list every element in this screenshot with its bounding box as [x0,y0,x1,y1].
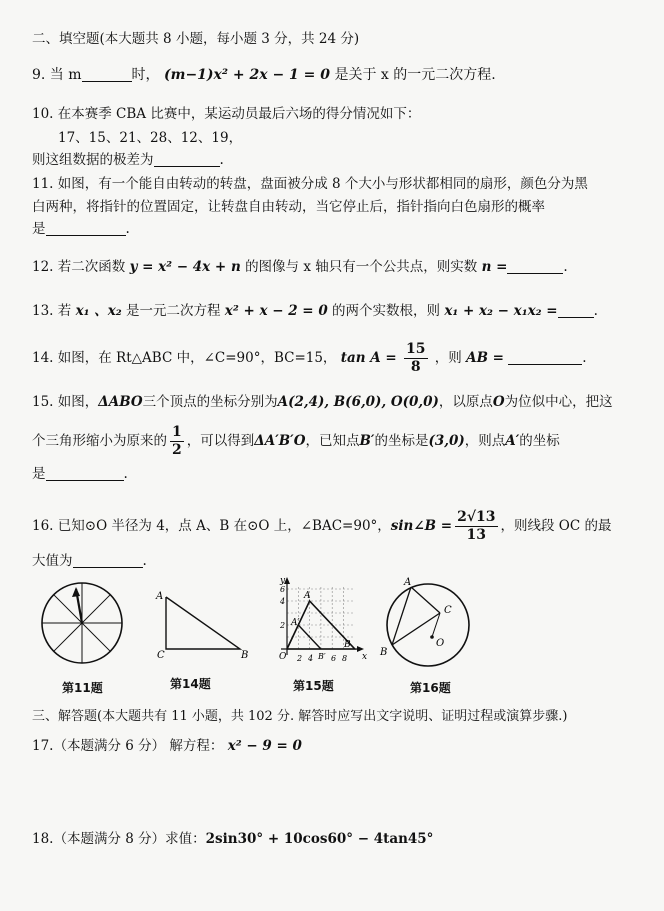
q12-function: y = x² − 4x + n [129,259,241,275]
q11-answer-blank[interactable] [46,221,126,236]
q11-line2: 白两种，将指针的位置固定，让转盘自由转动，当它停止后，指针指向白色扇形的概率 [32,199,545,215]
f16-label-B: B [380,647,388,658]
question-18: 18.（本题满分 8 分）求值：2sin30° + 10cos60° − 4tan45° [32,831,434,847]
q14-fraction: $\frac{15}{8}$ [406,341,426,375]
f14-label-A: A [156,591,164,602]
triangle-figure [155,591,248,661]
spinner-figure [42,583,122,663]
caption-fig15: 第15题 [293,679,334,693]
f15-tick-x8: 8 [342,654,348,663]
section2-header: 二、填空题(本大题共 8 小题，每小题 3 分，共 24 分) [32,31,360,47]
q9-answer-blank[interactable] [82,67,132,82]
q9-equation: (m−1)x² + 2x − 1 = 0 [164,67,331,83]
q16-fraction: $\frac{2√13}{13}$ [457,509,496,543]
question-14: 14. 如图，在 Rt△ABC 中，∠C=90°，BC=15， tan A = $\frac{15}{8}$ ，则 AB = . [32,341,587,375]
q16-answer-blank[interactable] [73,553,143,568]
q9-after-blank: 时， [131,67,160,83]
question-13: 13. 若 x₁ 、x₂ 是一元二次方程 x² + x − 2 = 0 的两个实数根，则 x₁ + x₂ − x₁x₂ = . [32,303,598,319]
f16-label-A: A [404,577,412,588]
q15-line2: 个三角形缩小为原来的 $\frac{1}{2}$ ，可以得到ΔA′B′O，已知点B′的坐标是(3,0)，则点A′的坐标 [32,424,560,458]
q11-line1: 11. 如图，有一个能自由转动的转盘，盘面被分成 8 个大小与形状都相同的扇形，颜色分为黑 [32,176,588,192]
f15-label-A: A [304,591,311,601]
f15-y-axis: y [280,576,286,586]
f16-label-C: C [444,605,452,616]
caption-fig14: 第14题 [170,677,211,691]
q13-answer-blank[interactable] [558,303,594,318]
caption-fig16: 第16题 [410,681,451,695]
coordinate-figure [279,576,367,663]
figures-row [0,575,664,675]
q9-tail: 是关于 x 的一元二次方程. [334,67,496,83]
q18-expression: 2sin30° + 10cos60° − 4tan45° [205,831,434,847]
f15-label-O: O [279,652,287,662]
q17-equation: x² − 9 = 0 [227,738,302,754]
f15-x-axis: x [362,652,368,662]
question-9 [32,66,496,84]
f15-tick-y6: 6 [280,585,286,594]
f15-label-Bprime: B′ [318,652,326,661]
circle-figure [379,577,469,666]
q10-scores: 17、15、21、28、12、19， [58,130,243,146]
q15-answer-blank[interactable] [46,466,124,481]
q16-line1: 16. 已知⊙O 半径为 4，点 A、B 在⊙O 上，∠BAC=90°，sin∠B = $\frac{2√13}{13}$ ，则线段 OC 的最 [32,509,612,543]
f14-label-B: B [241,650,249,661]
q10-answer-blank[interactable] [154,152,220,167]
q14-answer-blank[interactable] [508,350,582,365]
f14-label-C: C [157,650,165,661]
f15-tick-x2: 2 [297,654,303,663]
q16-line2: 大值为 . [32,553,147,569]
section3-header: 三、解答题(本大题共有 11 小题，共 102 分. 解答时应写出文字说明、证明过程或演算步骤.) [32,709,568,724]
q10-line1: 10. 在本赛季 CBA 比赛中，某运动员最后六场的得分情况如下： [32,106,421,122]
f15-tick-x6: 6 [331,654,337,663]
f15-tick-y2: 2 [280,621,286,630]
q15-line1: 15. 如图，ΔABO三个顶点的坐标分别为A(2,4), B(6,0), O(0,0)，以原点O为位似中心，把这 [32,394,613,410]
q13-equation: x² + x − 2 = 0 [224,303,328,319]
question-17: 17.（本题满分 6 分） 解方程： x² − 9 = 0 [32,738,302,754]
f15-label-B: B [344,640,351,650]
q11-line3: 是 . [32,221,130,237]
f15-tick-x4: 4 [308,654,314,663]
f16-label-O: O [436,638,445,649]
caption-fig11: 第11题 [62,681,103,695]
q12-answer-blank[interactable] [507,259,563,274]
f15-tick-y4: 4 [280,597,286,606]
f15-label-Aprime: A′ [291,618,300,628]
q15-line3: 是 . [32,466,128,482]
q15-fraction: $\frac{1}{2}$ [172,424,182,458]
q9-label: 9. 当 m [32,67,82,83]
question-12: 12. 若二次函数 y = x² − 4x + n 的图像与 x 轴只有一个公共点，则实数 n = . [32,259,568,275]
q10-line3: 则这组数据的极差为 . [32,152,224,168]
